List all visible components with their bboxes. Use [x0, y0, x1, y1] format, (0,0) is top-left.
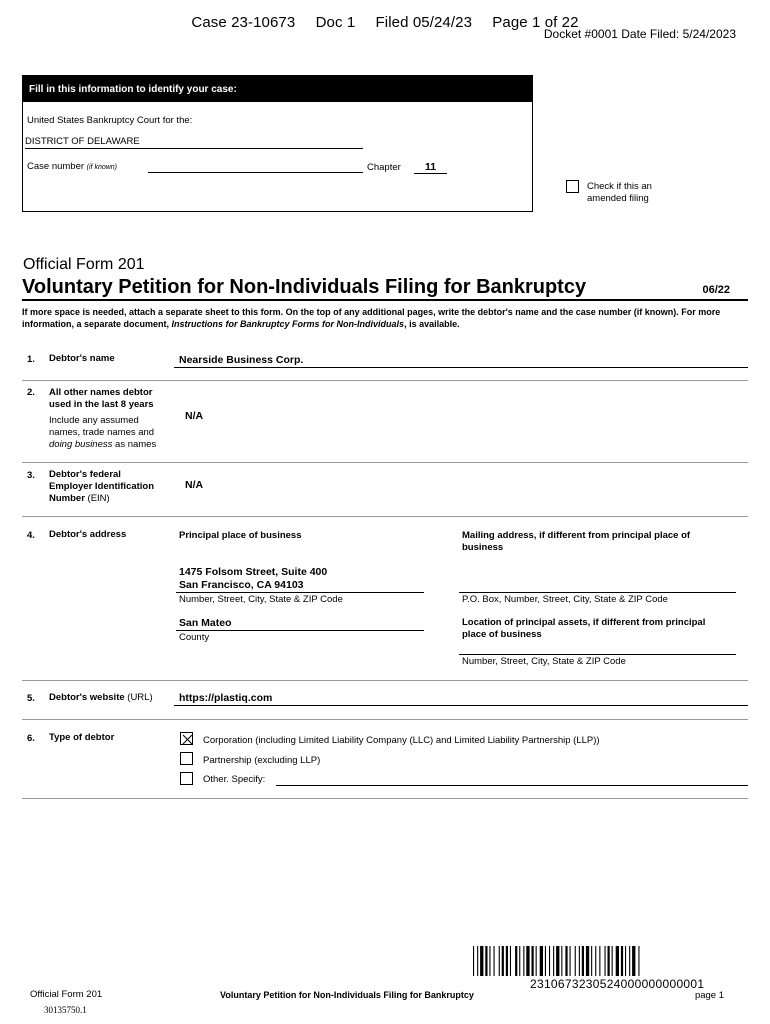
barcode-bar	[579, 946, 580, 976]
q3-label-suffix: (EIN)	[84, 493, 110, 504]
barcode-bar	[582, 946, 584, 976]
website-value[interactable]: https://plastiq.com	[179, 692, 273, 704]
case-number-field[interactable]	[148, 172, 363, 173]
intro-text-1: If more space is needed, attach a separate sheet to this form. On the top of any additional pages, write the debtor's name and the case number (if known). For more information, a separate document,	[22, 307, 721, 329]
q3-number: 3.	[27, 470, 35, 481]
barcode-bar	[591, 946, 592, 976]
footer-form-number: Official Form 201	[30, 989, 103, 1000]
location-assets-caption: Number, Street, City, State & ZIP Code	[462, 656, 626, 667]
q3-label	[49, 469, 164, 505]
case-id-heading: Fill in this information to identify your case:	[23, 76, 532, 102]
barcode-bar	[473, 946, 474, 976]
docket-stamp: Docket #0001 Date Filed: 5/24/2023	[543, 27, 736, 41]
case-id-box	[22, 75, 533, 212]
barcode-bar	[599, 946, 600, 976]
amended-filing-checkbox[interactable]	[566, 180, 579, 193]
barcode-graphic	[473, 946, 739, 976]
barcode-bar	[523, 946, 524, 976]
street-line-1[interactable]: 1475 Folsom Street, Suite 400	[179, 566, 328, 578]
intro-text-italic: Instructions for Bankruptcy Forms for Non-Individuals	[171, 319, 405, 329]
title-divider	[22, 299, 748, 301]
barcode-number: 2310673230524000000000001	[530, 977, 705, 991]
barcode-bar	[477, 946, 478, 976]
county-value[interactable]: San Mateo	[179, 617, 232, 629]
barcode-bar	[595, 946, 596, 976]
q5-label-text: Debtor's website	[49, 692, 125, 703]
barcode-bar	[515, 946, 517, 976]
case-number-header: Case 23-10673	[191, 14, 296, 30]
county-caption: County	[179, 632, 210, 643]
amended-filing-label: Check if this an amended filing	[587, 181, 652, 204]
checkmark-x-icon	[181, 733, 194, 746]
other-option-label: Other. Specify:	[203, 774, 266, 785]
q5-label-suffix: (URL)	[124, 692, 153, 703]
barcode-bar	[570, 946, 571, 976]
q5-number: 5.	[27, 693, 35, 704]
intro-text-2: , is available.	[404, 319, 460, 329]
q2-note-italic: doing business	[49, 439, 113, 450]
barcode-bar	[565, 946, 567, 976]
barcode-bar	[510, 946, 511, 976]
barcode-bar	[480, 946, 483, 976]
barcode-bar	[536, 946, 537, 976]
corporation-option-label: Corporation (including Limited Liability Company (LLC) and Limited Liability Partnership (LLP))	[203, 735, 600, 746]
q3-label-text: Debtor's federal Employer Identification Number	[49, 469, 155, 504]
barcode-bar	[629, 946, 630, 976]
mailing-address-heading: Mailing address, if different from principal place of business	[462, 530, 691, 553]
partnership-checkbox[interactable]	[180, 752, 193, 765]
corporation-checkbox[interactable]	[180, 732, 193, 745]
footer-doc-id: 30135750.1	[44, 1005, 87, 1015]
q6-label: Type of debtor	[49, 732, 115, 743]
barcode-bar	[506, 946, 508, 976]
barcode-bar	[632, 946, 635, 976]
location-assets-heading: Location of principal assets, if different from principal place of business	[462, 617, 706, 640]
barcode-bar	[625, 946, 626, 976]
intro-text	[22, 306, 742, 330]
debtor-name-value[interactable]: Nearside Business Corp.	[179, 354, 304, 366]
footer-form-title: Voluntary Petition for Non-Individuals Filing for Bankruptcy	[220, 990, 474, 1000]
other-specify-field[interactable]	[276, 785, 748, 786]
q6-number: 6.	[27, 733, 35, 744]
barcode-bar	[489, 946, 490, 976]
row-divider-4	[22, 680, 748, 681]
district-field[interactable]: DISTRICT OF DELAWARE	[25, 136, 363, 149]
partnership-option-label: Partnership (excluding LLP)	[203, 755, 321, 766]
case-number-label-text: Case number	[27, 161, 85, 172]
filed-date-header: Filed 05/24/23	[375, 14, 473, 30]
barcode-bar	[532, 946, 534, 976]
case-number-label	[27, 161, 117, 172]
barcode-bar	[545, 946, 546, 976]
barcode-bar	[561, 946, 562, 976]
court-label: United States Bankruptcy Court for the:	[27, 115, 193, 126]
barcode-bar	[608, 946, 610, 976]
street-line-2[interactable]: San Francisco, CA 94103	[179, 579, 304, 591]
barcode-bar	[612, 946, 613, 976]
q1-label: Debtor's name	[49, 353, 115, 364]
barcode-bar	[494, 946, 495, 976]
footer-page-number: page 1	[694, 990, 724, 1001]
q4-label: Debtor's address	[49, 529, 127, 540]
q5-label	[49, 692, 174, 704]
barcode-bar	[575, 946, 576, 976]
q2-label: All other names debtor used in the last 8 years	[49, 387, 154, 410]
mailing-address-underline[interactable]	[459, 592, 736, 593]
other-names-value[interactable]: N/A	[185, 410, 204, 422]
q1-number: 1.	[27, 354, 35, 365]
principal-address-caption: Number, Street, City, State & ZIP Code	[179, 594, 343, 605]
barcode-bar	[616, 946, 619, 976]
chapter-field[interactable]: 11	[414, 161, 447, 174]
chapter-label: Chapter	[367, 162, 401, 173]
barcode-bar	[526, 946, 529, 976]
county-underline	[176, 630, 424, 631]
barcode-bar	[485, 946, 487, 976]
barcode-bar	[549, 946, 550, 976]
debtor-name-underline	[174, 367, 748, 368]
principal-address-underline	[176, 592, 424, 593]
q4-number: 4.	[27, 530, 35, 541]
barcode-bar	[638, 946, 639, 976]
barcode-bar	[499, 946, 500, 976]
row-divider-3	[22, 516, 748, 517]
barcode-bar	[519, 946, 520, 976]
ein-value[interactable]: N/A	[185, 479, 204, 491]
form-title: Voluntary Petition for Non-Individuals Filing for Bankruptcy	[22, 276, 587, 298]
location-assets-underline[interactable]	[459, 654, 736, 655]
row-divider-1	[22, 380, 748, 381]
barcode-bar	[540, 946, 543, 976]
barcode-bar	[621, 946, 623, 976]
form-revision: 06/22	[702, 284, 730, 296]
principal-place-heading: Principal place of business	[179, 530, 302, 541]
if-known-note: (if known)	[86, 164, 118, 171]
official-form-number: Official Form 201	[23, 256, 145, 273]
page-count-header: Page 1 of 22	[492, 14, 579, 30]
barcode-bar	[605, 946, 606, 976]
q2-number: 2.	[27, 387, 35, 398]
q2-note-2: as names	[112, 439, 157, 450]
row-divider-2	[22, 462, 748, 463]
barcode-bar	[553, 946, 554, 976]
doc-number-header: Doc 1	[315, 14, 356, 30]
row-divider-6	[22, 798, 748, 799]
row-divider-5	[22, 719, 748, 720]
q2-note-1: Include any assumed names, trade names and	[49, 415, 155, 438]
mailing-address-caption: P.O. Box, Number, Street, City, State & ZIP Code	[462, 594, 668, 605]
other-checkbox[interactable]	[180, 772, 193, 785]
barcode-bar	[586, 946, 589, 976]
website-underline	[174, 705, 748, 706]
barcode-bar	[556, 946, 559, 976]
q2-note	[49, 415, 167, 451]
barcode-bar	[502, 946, 504, 976]
